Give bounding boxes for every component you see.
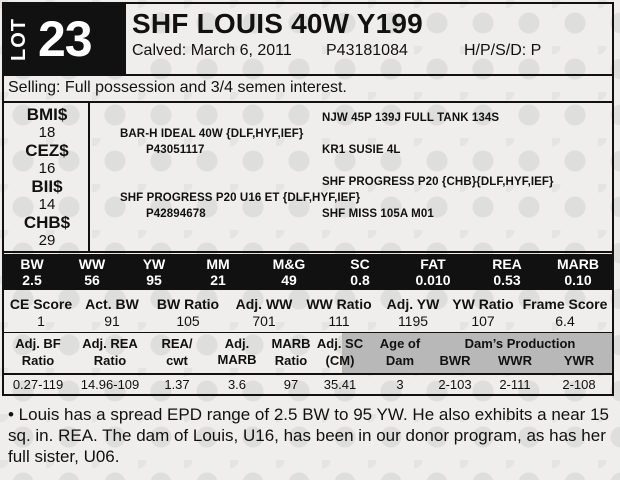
dam-production-title: Dam’s Production	[464, 336, 576, 351]
age-of-dam-label: Age of	[379, 336, 421, 351]
performance-label: Act. BW	[85, 296, 139, 312]
index-label: CEZ$	[25, 141, 69, 160]
index-label: CHB$	[23, 213, 71, 232]
epd-label: M&G	[272, 256, 306, 272]
index-values-box	[4, 103, 90, 251]
carcass-value: 97	[283, 377, 299, 392]
performance-value: 1195	[397, 313, 429, 329]
carcass-label: Adj. SC	[316, 336, 364, 351]
performance-value: 107	[471, 313, 495, 329]
performance-value: 105	[176, 313, 200, 329]
dam-production-column: WWR	[498, 353, 532, 368]
epd-value: 21	[210, 272, 226, 288]
performance-label: Adj. YW	[386, 296, 440, 312]
selling-terms: Selling: Full possession and 3/4 semen interest.	[8, 79, 347, 96]
epd-label: REA	[492, 256, 522, 272]
carcass-label: Adj. MARB	[217, 336, 257, 367]
epd-value: 2.5	[22, 272, 42, 288]
performance-value: 91	[104, 313, 120, 329]
lot-number: 23	[38, 11, 92, 67]
pedigree-sire: BAR-H IDEAL 40W {DLF,HYF,IEF}	[120, 128, 304, 140]
carcass-label: Adj. BF	[15, 336, 61, 351]
performance-label: BW Ratio	[156, 296, 220, 312]
carcass-value: 3.6	[227, 377, 247, 392]
registration-number: P43181084	[326, 42, 408, 59]
performance-label: Frame Score	[522, 296, 608, 312]
index-label: BII$	[31, 177, 63, 196]
index-value: 18	[38, 124, 56, 141]
carcass-value: 14.96-109	[80, 377, 140, 392]
carcass-value: 1.37	[164, 377, 190, 392]
dam-production-value: 2-103	[438, 377, 472, 392]
performance-value: 6.4	[555, 313, 575, 329]
carcass-divider	[4, 373, 612, 375]
performance-value: 701	[252, 313, 276, 329]
selling-divider	[4, 101, 612, 103]
age-of-dam-value: 3	[396, 377, 404, 392]
epd-label: BW	[20, 256, 44, 272]
carcass-label: MARB	[271, 336, 311, 351]
pedigree-dam-dam: SHF MISS 105A M01	[322, 208, 434, 220]
pedigree-sire-reg: P43051117	[146, 144, 205, 156]
epd-value: 49	[281, 272, 297, 288]
header-divider	[4, 74, 612, 76]
epd-value: 0.10	[564, 272, 592, 288]
performance-label: YW Ratio	[452, 296, 514, 312]
epd-value: 0.8	[350, 272, 370, 288]
index-value: 14	[38, 196, 56, 213]
performance-value: 1	[37, 313, 45, 329]
epd-label: MARB	[557, 256, 599, 272]
pedigree-dam-reg: P42894678	[146, 208, 206, 220]
epd-label: WW	[78, 256, 106, 272]
dam-production-column: BWR	[439, 353, 471, 368]
performance-label: Adj. WW	[235, 296, 293, 312]
performance-value: 111	[328, 313, 350, 329]
dam-production-column: YWR	[563, 353, 595, 368]
pedigree-divider	[4, 251, 612, 253]
age-of-dam-label: Dam	[385, 353, 415, 368]
epd-value: 56	[84, 272, 100, 288]
pedigree-dam: SHF PROGRESS P20 U16 ET {DLF,HYF,IEF}	[120, 192, 361, 204]
epd-label: SC	[350, 256, 370, 272]
dam-production-value: 2-111	[499, 377, 531, 392]
index-value: 16	[38, 160, 56, 177]
calved-date: Calved: March 6, 2011	[132, 42, 292, 59]
dam-production-value: 2-108	[562, 377, 596, 392]
carcass-label: Ratio	[93, 353, 127, 368]
pedigree-sire-dam: KR1 SUSIE 4L	[322, 144, 401, 156]
carcass-value: 0.27-119	[12, 377, 64, 392]
hpsd-status: H/P/S/D: P	[464, 42, 542, 59]
carcass-label: REA/	[161, 336, 193, 351]
epd-value: 95	[146, 272, 162, 288]
carcass-label: Ratio	[21, 353, 55, 368]
description-text: • Louis has a spread EPD range of 2.5 BW to 95 YW. He also exhibits a near 15 sq. in. REA. The dam of Louis, U16, has been in our donor program, as has her full sister, U06.	[8, 405, 609, 466]
carcass-label: (CM)	[325, 353, 355, 368]
epd-label: YW	[142, 256, 166, 272]
lot-label-text: LOT	[7, 17, 30, 61]
epd-value: 0.010	[415, 272, 451, 288]
performance-label: CE Score	[9, 296, 73, 312]
epd-label: MM	[206, 256, 230, 272]
epd-label: FAT	[420, 256, 446, 272]
carcass-value: 35.41	[323, 377, 357, 392]
performance-label: WW Ratio	[306, 296, 372, 312]
animal-name: SHF LOUIS 40W Y199	[132, 8, 423, 39]
pedigree-sire-sire: NJW 45P 139J FULL TANK 134S	[322, 112, 500, 124]
epd-value: 0.53	[493, 272, 521, 288]
carcass-label: cwt	[166, 353, 188, 368]
carcass-label: Adj. REA	[82, 336, 138, 351]
index-label: BMI$	[26, 105, 68, 124]
pedigree-dam-sire: SHF PROGRESS P20 {CHB}{DLF,HYF,IEF}	[322, 176, 554, 188]
lot-vertical-label	[4, 4, 34, 74]
carcass-label: Ratio	[274, 353, 308, 368]
index-value: 29	[38, 232, 56, 249]
